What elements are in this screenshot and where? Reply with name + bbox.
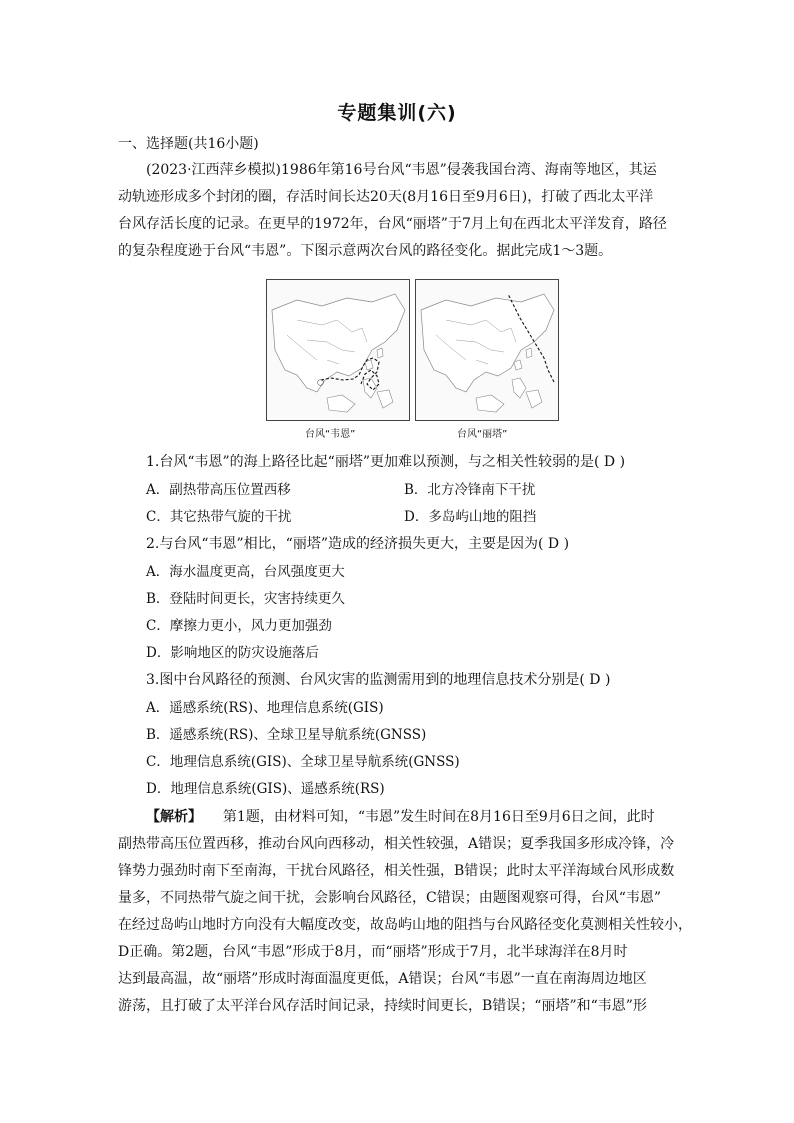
- question-3-stem: 3.图中台风路径的预测、台风灾害的监测需用到的地理信息技术分别是( D ): [146, 672, 611, 688]
- map-wayne-svg: [267, 280, 409, 420]
- analysis-line-8: 游荡，且打破了太平洋台风存活时间记录，持续时间更长，B错误；“丽塔”和“韦恩”形: [118, 998, 647, 1014]
- map-typhoon-rita: [415, 279, 559, 421]
- analysis-label: 【解析】: [146, 809, 202, 825]
- intro-line-1: (2023·江西萍乡模拟)1986年第16号台风“韦恩”侵袭我国台湾、海南等地区，其运: [146, 162, 657, 178]
- q3-option-b: B．遥感系统(RS)、全球卫星导航系统(GNSS): [146, 727, 427, 743]
- figure-caption-left: 台风“韦恩”: [305, 429, 356, 440]
- q3-option-a: A．遥感系统(RS)、地理信息系统(GIS): [146, 700, 384, 716]
- q1-option-d: D．多岛屿山地的阻挡: [404, 509, 537, 525]
- q1-option-b: B．北方冷锋南下干扰: [404, 482, 536, 498]
- page-title: 专题集训(六): [337, 102, 457, 124]
- analysis-line-5: 在经过岛屿山地时方向没有大幅度改变，故岛屿山地的阻挡与台风路径变化莫测相关性较小，: [118, 917, 692, 933]
- q1-option-a: A．副热带高压位置西移: [146, 482, 291, 498]
- section-heading: 一、选择题(共16小题): [118, 136, 259, 152]
- analysis-line-1: [146, 807, 708, 827]
- q2-option-c: C．摩擦力更小，风力更加强劲: [146, 618, 332, 634]
- intro-line-4: 的复杂程度逊于台风“韦恩”。下图示意两次台风的路径变化。据此完成1～3题。: [118, 243, 613, 259]
- analysis-line-2: 副热带高压位置西移，推动台风向西移动，相关性较强，A错误；夏季我国多形成冷锋，冷: [118, 836, 675, 852]
- question-1-stem: 1.台风“韦恩”的海上路径比起“丽塔”更加难以预测，与之相关性较弱的是( D ): [146, 454, 626, 470]
- q3-option-c: C．地理信息系统(GIS)、全球卫星导航系统(GNSS): [146, 754, 460, 770]
- question-2-stem: 2.与台风“韦恩”相比，“丽塔”造成的经济损失更大，主要是因为( D ): [146, 536, 570, 552]
- svg-text:◯: ◯: [317, 379, 324, 386]
- intro-line-2: 动轨迹形成多个封闭的圈，存活时间长达20天(8月16日至9月6日)，打破了西北太平洋: [118, 189, 654, 205]
- q3-option-d: D．地理信息系统(GIS)、遥感系统(RS): [146, 781, 385, 797]
- analysis-text-1: 第1题，由材料可知，“韦恩”发生时间在8月16日至9月6日之间，此时: [222, 809, 655, 825]
- analysis-line-3: 锋势力强劲时南下至南海，干扰台风路径，相关性强，B错误；此时太平洋海域台风形成数: [118, 863, 675, 879]
- q2-option-b: B．登陆时间更长，灾害持续更久: [146, 591, 345, 607]
- q1-option-c: C．其它热带气旋的干扰: [146, 509, 292, 525]
- figure-caption-right: 台风“丽塔”: [457, 429, 508, 440]
- analysis-line-4: 量多，不同热带气旋之间干扰，会影响台风路径，C错误；由题图观察可得，台风“韦恩”: [118, 890, 662, 906]
- map-typhoon-wayne: [266, 279, 410, 421]
- map-rita-svg: [416, 280, 558, 420]
- intro-line-3: 台风存活长度的记录。在更早的1972年，台风“丽塔”于7月上旬在西北太平洋发育，路径: [118, 216, 667, 232]
- analysis-line-7: 达到最高温，故“丽塔”形成时海面温度更低，A错误；台风“韦恩”一直在南海周边地区: [118, 971, 647, 987]
- q2-option-d: D．影响地区的防灾设施落后: [146, 645, 319, 661]
- analysis-line-6: D正确。第2题，台风“韦恩”形成于8月，而“丽塔”形成于7月，北半球海洋在8月时: [118, 944, 628, 960]
- q2-option-a: A．海水温度更高，台风强度更大: [146, 564, 345, 580]
